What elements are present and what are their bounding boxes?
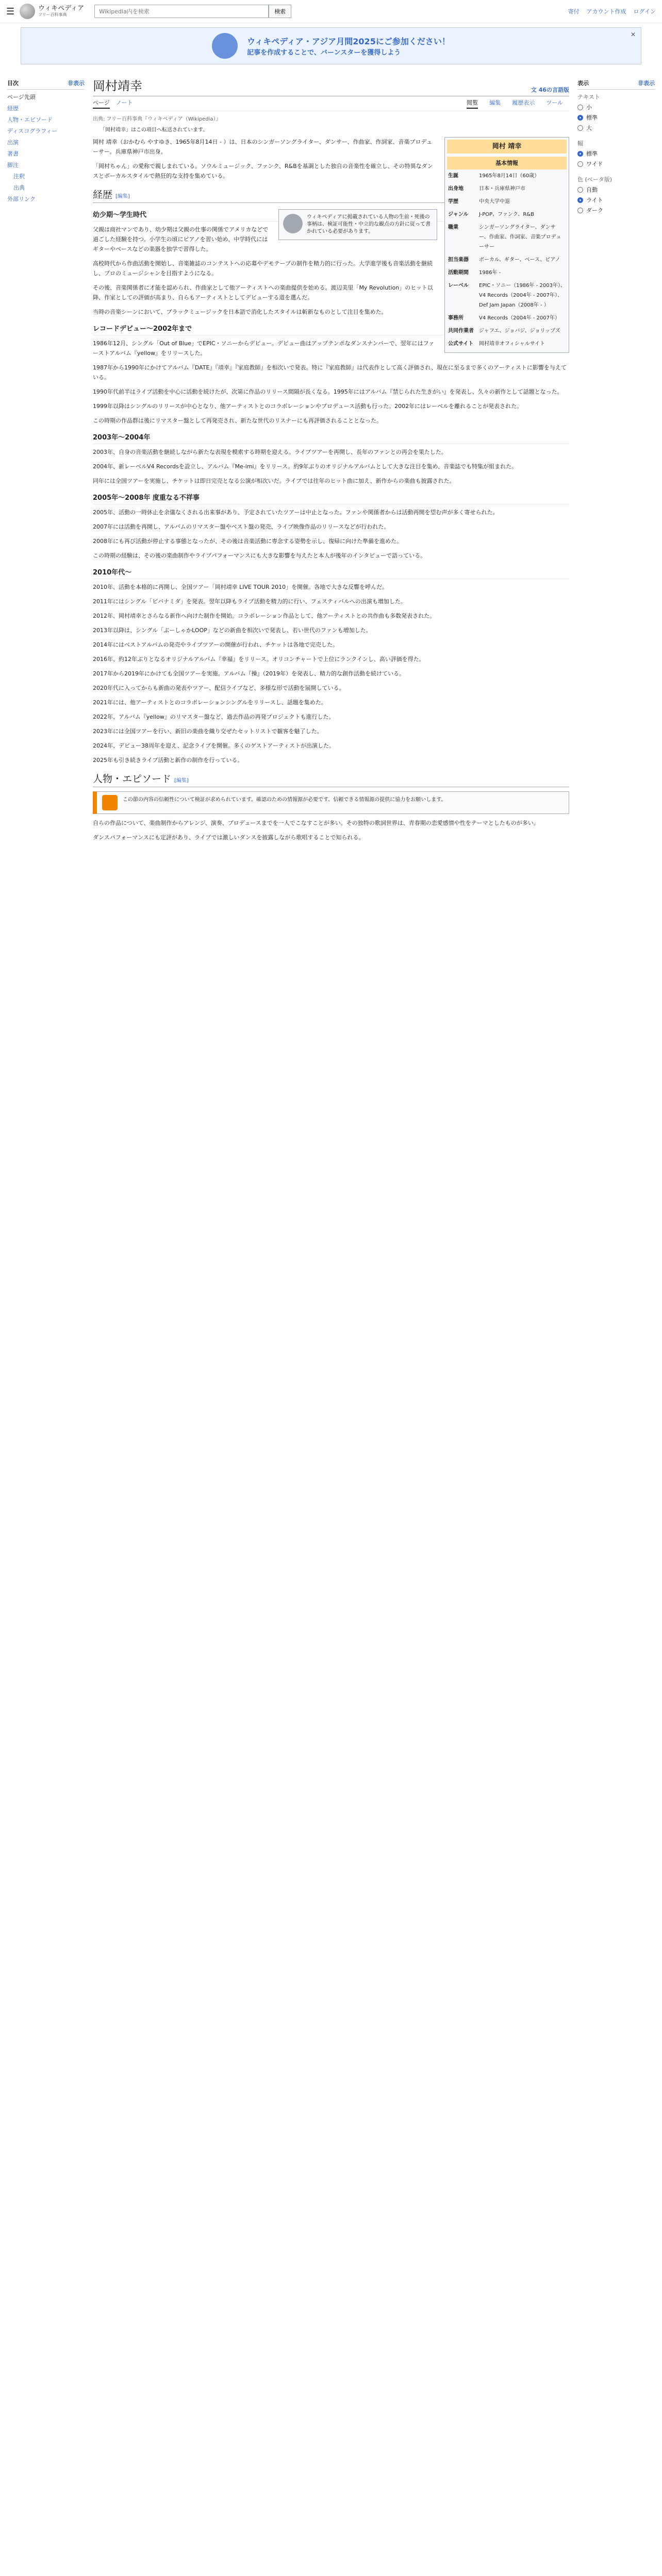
paragraph: 2008年にも再び活動が停止する事態となったが、その後は音楽活動に専念する姿勢を示し、復帰に向けた準備を進めた。 — [93, 538, 402, 545]
paragraph: 2005年、活動の一時休止を余儀なくされる出来事があり、予定されていたツアーは中止となった。ファンや関係者からは活動再開を望む声が多く寄せられた。 — [93, 509, 499, 516]
search-button[interactable]: 検索 — [269, 5, 291, 18]
paragraph: 2003年、自身の音楽活動を継続しながら新たな表現を模索する時期を迎える。ライブツアーを再開し、長年のファンとの再会を果たした。 — [93, 449, 447, 455]
paragraph: 2004年、新レーベルV4 Recordsを設立し、アルバム『Me-imi』をリリース。約9年ぶりのオリジナルアルバムとして大きな注目を集め、音楽誌でも特集が組まれた。 — [93, 463, 518, 470]
tab-history[interactable]: 履歴表示 — [512, 99, 535, 106]
infobox-label: ジャンル — [448, 212, 469, 217]
paragraph: 2013年以降は、シングル「ぶーしゃかLOOP」などの新曲を相次いで発表し、若い世代のファンも増加した。 — [93, 627, 372, 634]
paragraph: 同年には全国ツアーを実施し、チケットは即日完売となる公演が相次いだ。ライブでは往年のヒット曲に加え、新作からの楽曲も披露された。 — [93, 478, 455, 484]
infobox-row — [447, 221, 567, 253]
paragraph: 2025年も引き続きライブ活動と新作の制作を行っている。 — [93, 757, 243, 764]
paragraph: 1999年以降はシングルのリリースが中心となり、他アーティストとのコラボレーションやプロデュース活動も行った。2002年にはレーベルを離れることが発表された。 — [93, 403, 523, 410]
infobox-row — [447, 325, 567, 337]
infobox-value: ジャフエ、ジョバジ、ジョリップズ — [479, 328, 560, 334]
search-form — [94, 5, 291, 18]
infobox-row — [447, 266, 567, 279]
paragraph: 2011年にはシングル「ビバナミダ」を発表。翌年以降もライブ活動を精力的に行い、フェスティバルへの出演も増加した。 — [93, 598, 406, 605]
paragraph: 2010年、活動を本格的に再開し、全国ツアー「岡村靖幸 LIVE TOUR 2010」を開催。各地で大きな反響を呼んだ。 — [93, 584, 388, 590]
banner-subtitle: 記事を作成することで、バーンスターを獲得しよう — [247, 49, 401, 57]
infobox-value: EPIC・ソニー（1986年 - 2003年）、V4 Records（2004年 - 2007年）、Def Jam Japan（2008年 - ） — [479, 283, 566, 308]
infobox-value: シンガーソングライター、ダンサー、作曲家、作詞家、音楽プロデューサー — [479, 225, 561, 250]
paragraph: この時期の作品群は後にリマスター盤として再発売され、新たな世代のリスナーにも再評価されることとなった。 — [93, 417, 382, 424]
infobox-row — [447, 208, 567, 221]
paragraph: 2016年、約12年ぶりとなるオリジナルアルバム『幸福』をリリース。オリコンチャートで上位にランクインし、高い評価を得た。 — [93, 656, 425, 663]
tab-talk[interactable]: ノート — [115, 99, 133, 106]
table-of-contents — [7, 69, 85, 847]
appearance-option-label: ライト — [586, 197, 603, 204]
appearance-title: 表示 — [577, 80, 589, 87]
language-button[interactable]: 文 46の言語版 — [531, 87, 569, 93]
main-content — [85, 69, 577, 847]
infobox-label: 生誕 — [448, 173, 458, 179]
infobox-value: V4 Records（2004年 - 2007年） — [479, 315, 560, 321]
appearance-option[interactable] — [577, 206, 655, 214]
paragraph: 1990年代前半はライブ活動を中心に活動を続けたが、次第に作品のリリース間隔が長くなる。1995年にはアルバム『禁じられた生きがい』を発表し、久々の新作として話題となった。 — [93, 388, 563, 395]
appearance-hide-button[interactable]: 非表示 — [638, 80, 655, 87]
toc-item[interactable]: 経歴 — [7, 105, 19, 112]
appearance-option[interactable] — [577, 103, 655, 111]
tab-read[interactable]: 閲覧 — [467, 98, 478, 109]
appearance-option-label: ワイド — [586, 161, 603, 167]
infobox-value: 中央大学中退 — [479, 199, 510, 205]
appearance-group — [577, 139, 655, 168]
tab-page[interactable]: ページ — [93, 98, 110, 109]
paragraph: 2023年には全国ツアーを行い、新旧の楽曲を織り交ぜたセットリストで観客を魅了した。 — [93, 728, 323, 735]
section-title: 人物・エピソード — [93, 773, 172, 785]
subsection-heading: レコードデビュー～2002年まで — [93, 324, 569, 335]
infobox-value: 1965年8月14日（60歳） — [479, 173, 540, 179]
page-source-note: 出典: フリー百科事典『ウィキペディア（Wikipedia）』 — [93, 116, 221, 122]
appearance-group-title: 色 (ベータ版) — [577, 176, 613, 183]
subsection-heading: 2003年～2004年 — [93, 433, 569, 444]
warning-icon — [102, 795, 118, 810]
infobox-row — [447, 170, 567, 182]
appearance-group-title: テキスト — [577, 94, 600, 100]
toc-item[interactable]: 人物・エピソード — [7, 116, 53, 123]
notice-text: ウィキペディアに掲載されている人物の生前・死後の事柄は、検証可能性・中立的な観点の方針に従って書かれている必要があります。 — [307, 214, 431, 234]
infobox-value: 岡村靖幸オフィシャルサイト — [479, 341, 545, 347]
radio-icon[interactable] — [577, 151, 583, 157]
infobox-row — [447, 279, 567, 312]
appearance-option-label: 小 — [586, 104, 592, 111]
appearance-option[interactable] — [577, 124, 655, 132]
paragraph: 2012年、岡村靖幸とさらなる新作へ向けた制作を開始。コラボレーション作品として、他アーティストとの共作曲も多数発表された。 — [93, 613, 436, 619]
donate-link[interactable]: 寄付 — [568, 8, 580, 15]
appearance-group — [577, 175, 655, 214]
appearance-group — [577, 93, 655, 132]
paragraph: 2022年、アルバム『yellow』のリマスター盤など、過去作品の再発プロジェクトも進行した。 — [93, 714, 335, 720]
toc-item[interactable]: 注釈 — [13, 173, 25, 180]
paragraph: 父親は商社マンであり、幼少期は父親の仕事の関係でアメリカなどで過ごした経験を持つ。小学生の頃にピアノを習い始め、中学時代にはギターやベースなどの楽器を独学で習得した。 — [93, 226, 269, 252]
infobox-value: 1986年 - — [479, 270, 501, 276]
tab-tools[interactable]: ツール — [546, 99, 563, 106]
radio-icon[interactable] — [577, 105, 583, 110]
infobox-row — [447, 253, 567, 266]
radio-icon[interactable] — [577, 197, 583, 203]
toc-item[interactable]: 出演 — [7, 139, 19, 146]
infobox-label: 学歴 — [448, 199, 458, 205]
login-link[interactable]: ログイン — [633, 8, 656, 15]
toc-item[interactable]: ページ先頭 — [7, 94, 36, 100]
infobox-label: 公式サイト — [448, 341, 474, 347]
globe-icon — [20, 4, 35, 19]
radio-icon[interactable] — [577, 125, 583, 131]
info-icon — [283, 214, 303, 233]
tab-edit[interactable]: 編集 — [489, 99, 501, 106]
infobox-row — [447, 195, 567, 208]
menu-icon[interactable]: ☰ — [6, 6, 15, 17]
appearance-option-label: ダーク — [586, 207, 603, 214]
infobox-row — [447, 337, 567, 350]
create-account-link[interactable]: アカウント作成 — [586, 8, 626, 15]
toc-item[interactable]: 著書 — [7, 150, 19, 157]
radio-icon[interactable] — [577, 161, 583, 167]
subsection-heading: 2010年代～ — [93, 568, 569, 579]
appearance-option[interactable] — [577, 185, 655, 194]
radio-icon[interactable] — [577, 115, 583, 121]
infobox-label: レーベル — [448, 283, 469, 289]
appearance-option-label: 大 — [586, 125, 592, 131]
hatnote: 「岡村靖幸」はこの項目へ転送されています。 — [100, 127, 208, 133]
search-input[interactable] — [94, 5, 269, 18]
campaign-logo-icon — [212, 33, 238, 59]
logo-title: ウィキペディア — [38, 5, 85, 12]
paragraph: 2020年代に入ってからも新曲の発表やツアー、配信ライブなど、多様な形で活動を展開している。 — [93, 685, 345, 691]
infobox-label: 出身地 — [448, 186, 464, 192]
paragraph: この時期の経験は、その後の楽曲制作やライブパフォーマンスにも大きな影響を与えたと本人が後年のインタビューで語っている。 — [93, 552, 426, 559]
paragraph: 1987年から1990年にかけてアルバム『DATE』『靖幸』『家庭教師』を相次いで発表。特に『家庭教師』は代表作として高く評価され、現在に至るまで多くのアーティストに影響を与えている。 — [93, 364, 567, 381]
page-title: 岡村靖幸 — [93, 79, 142, 93]
close-icon[interactable]: ✕ — [630, 31, 636, 38]
appearance-group-title: 幅 — [577, 140, 583, 147]
appearance-option-label: 標準 — [586, 150, 598, 157]
appearance-option[interactable] — [577, 196, 655, 204]
intro-paragraph: 岡村 靖幸（おかむら やすゆき、1965年8月14日 - ）は、日本のシンガーソングライター、ダンサー、作曲家、作詞家、音楽プロデューサー。兵庫県神戸市出身。 — [93, 139, 433, 155]
verification-notice — [93, 791, 569, 814]
verification-text: この節の内容の信頼性について検証が求められています。確認のための情報源が必要です。信頼できる情報源の提供に協力をお願いします。 — [123, 797, 446, 803]
infobox-label: 活動期間 — [448, 270, 469, 276]
paragraph: 2007年には活動を再開し、アルバムのリマスター盤やベスト盤の発売、ライブ映像作品のリリースなどが行われた。 — [93, 523, 390, 530]
infobox — [444, 137, 569, 353]
paragraph: ダンスパフォーマンスにも定評があり、ライブでは激しいダンスを披露しながら歌唱することで知られる。 — [93, 834, 365, 841]
section-heading — [93, 774, 569, 787]
edit-section-link[interactable]: [編集] — [174, 778, 189, 784]
paragraph: 1986年12月、シングル「Out of Blue」でEPIC・ソニーからデビュー。デビュー曲はアップテンポなダンスナンバーで、翌年にはファーストアルバム『yellow』をリリースした。 — [93, 340, 435, 357]
intro-paragraph: 「岡村ちゃん」の愛称で親しまれている。ソウルミュージック、ファンク、R&Bを基調とした独自の音楽性を確立し、その特異なダンスとボーカルスタイルで熱狂的な支持を集めている。 — [93, 163, 433, 179]
section-title: 経歴 — [93, 189, 113, 200]
infobox-label: 担当楽器 — [448, 257, 469, 263]
edit-section-link[interactable]: [編集] — [115, 194, 130, 199]
article-body — [93, 137, 569, 842]
subsection-heading: 幼少期～学生時代 — [93, 210, 569, 222]
paragraph: 自らの作品について、楽曲制作からアレンジ、演奏、プロデュースまでを一人でこなすことが多い。その独特の歌詞世界は、青春期の恋愛感情や性をテーマとしたものが多い。 — [93, 820, 539, 826]
infobox-section-header: 基本情報 — [447, 157, 567, 170]
radio-icon[interactable] — [577, 208, 583, 213]
appearance-option[interactable] — [577, 149, 655, 158]
infobox-title: 岡村 靖幸 — [447, 140, 567, 154]
appearance-panel — [577, 69, 655, 847]
infobox-value: ボーカル、ギター、ベース、ピアノ — [479, 257, 560, 263]
logo-subtitle: フリー百科事典 — [38, 12, 67, 17]
banner-title[interactable]: ウィキペディア・アジア月間2025にご参加ください！ — [247, 37, 450, 46]
toc-item[interactable]: 外部リンク — [7, 196, 36, 202]
subsection-heading: 2005年～2008年 度重なる不祥事 — [93, 493, 569, 504]
user-links — [568, 7, 656, 15]
paragraph: 2014年にはベストアルバムの発売やライブツアーの開催が行われ、チケットは各地で完売した。 — [93, 641, 339, 648]
toc-item[interactable]: 脚注 — [7, 162, 19, 168]
infobox-label: 共同作業者 — [448, 328, 474, 334]
page-tabs — [93, 98, 569, 111]
infobox-label: 事務所 — [448, 315, 464, 321]
appearance-option[interactable] — [577, 160, 655, 168]
infobox-row — [447, 182, 567, 195]
wikipedia-logo[interactable] — [20, 4, 84, 19]
infobox-value: J-POP、ファンク、R&B — [479, 212, 534, 217]
appearance-option-label: 標準 — [586, 114, 598, 121]
toc-item[interactable]: ディスコグラフィー — [7, 128, 58, 134]
paragraph: 2017年から2019年にかけても全国ツアーを実施。アルバム『操』（2019年）を発表し、精力的な創作活動を続けている。 — [93, 670, 405, 677]
paragraph: 2021年には、他アーティストとのコラボレーションシングルをリリースし、話題を集めた。 — [93, 699, 327, 706]
infobox-row — [447, 312, 567, 325]
toc-hide-button[interactable]: 非表示 — [68, 80, 85, 87]
campaign-banner — [21, 27, 641, 64]
appearance-option[interactable] — [577, 113, 655, 122]
paragraph: 高校時代から作曲活動を開始し、音楽雑誌のコンテストへの応募やデモテープの制作を精力的に行った。大学進学後も音楽活動を継続し、プロのミュージシャンを目指すようになる。 — [93, 260, 433, 277]
paragraph: 当時の音楽シーンにおいて、ブラックミュージックを日本語で消化したスタイルは斬新なものとして注目を集めた。 — [93, 309, 387, 315]
paragraph: 2024年、デビュー38周年を迎え、記念ライブを開催。多くのゲストアーティストが出演した。 — [93, 742, 335, 749]
toc-title: 目次 — [7, 80, 19, 87]
paragraph: その後、音楽関係者に才能を認められ、作曲家として他アーティストへの楽曲提供を始める。渡辺美里「My Revolution」のヒット以降、作家としての評価が高まり、自らもアーティストとしてデビューする道を選んだ。 — [93, 284, 433, 301]
infobox-value: 日本・兵庫県神戸市 — [479, 186, 525, 192]
notice-box — [278, 209, 437, 240]
top-bar — [0, 0, 662, 23]
infobox-label: 職業 — [448, 225, 458, 230]
toc-item[interactable]: 出典 — [13, 184, 25, 191]
radio-icon[interactable] — [577, 187, 583, 193]
appearance-option-label: 自動 — [586, 187, 598, 193]
